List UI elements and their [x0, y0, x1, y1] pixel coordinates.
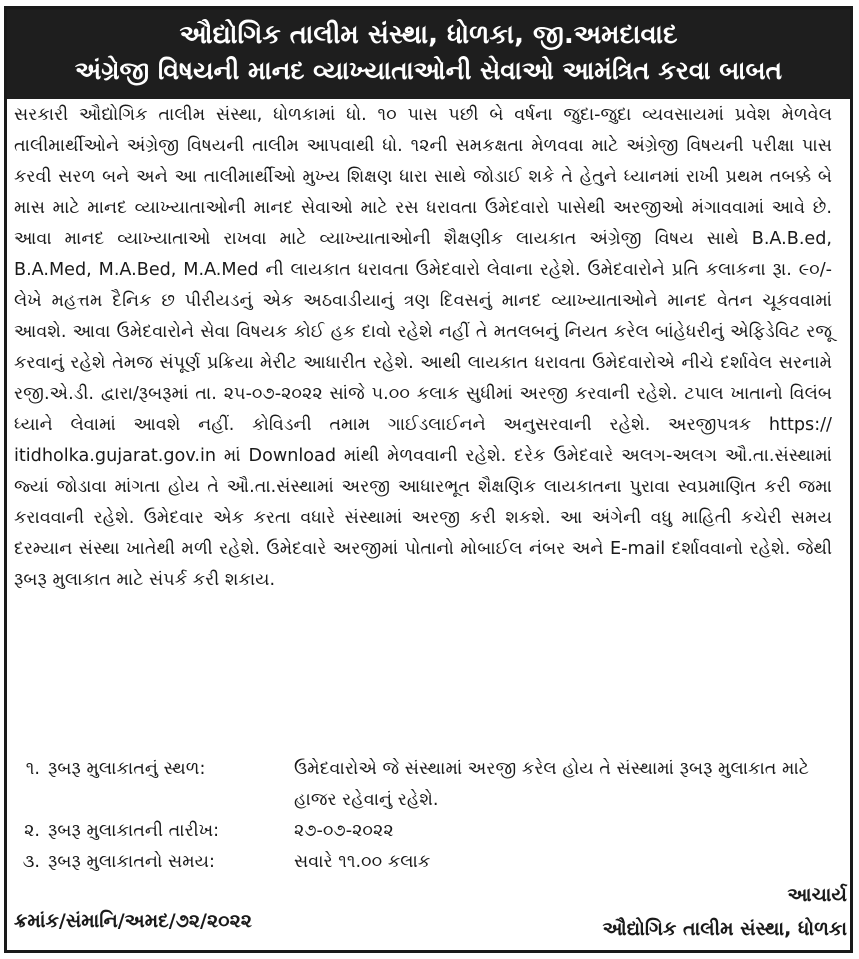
notice-subject: અંગ્રેજી વિષયની માનદ વ્યાખ્યાતાઓની સેવાઓ આમંત્રિત કરવા બાબત	[74, 56, 783, 85]
signatory-org: ઔદ્યોગિક તાલીમ સંસ્થા, ધોળકા	[602, 918, 847, 940]
detail-value: ઉમેદવારોએ જે સંસ્થામાં અરજી કરેલ હોય તે સંસ્થામાં રૂબરૂ મુલાકાત માટે હાજર રહેવાનું રહેશે.	[294, 759, 810, 810]
notice-header	[7, 9, 850, 99]
notice-body	[14, 100, 832, 596]
detail-label: રૂબરૂ મુલાકાતનો સમય:	[48, 852, 215, 872]
signatory-title: આચાર્ય	[787, 884, 847, 906]
detail-number: ૨.	[24, 821, 40, 841]
detail-number: ૧.	[25, 759, 40, 779]
signature-block	[602, 878, 847, 946]
detail-value: સવારે ૧૧.૦૦ કલાક	[294, 852, 431, 872]
detail-item-date	[14, 816, 832, 847]
interview-details	[14, 754, 832, 878]
detail-item-time	[14, 847, 832, 878]
institute-title: ઔદ્યોગિક તાલીમ સંસ્થા, ધોળકા, જી.અમદાવાદ	[179, 20, 678, 50]
detail-value: ૨૭-૦૭-૨૦૨૨	[294, 821, 394, 841]
detail-label: રૂબરૂ મુલાકાતની તારીખ:	[48, 821, 220, 841]
body-paragraph: સરકારી ઔદ્યોગિક તાલીમ સંસ્થા, ધોળકામાં ધો. ૧૦ પાસ પછી બે વર્ષના જુદા-જુદા વ્યવસાયમાં પ્રવેશ મેળવેલ તાલીમાર્થીઓને અંગ્રેજી વિષયની તાલીમ આપવાથી ધો. ૧૨ની સમકક્ષતા મેળવવા માટે અંગ્રેજી વિષયની પરીક્ષા પાસ કરવી સરળ બને અને આ તાલીમાર્થીઓ મુખ્ય શિક્ષણ ધારા સાથે જોડાઈ શકે તે હેતુને ધ્યાનમાં રાખી પ્રથમ તબક્કે બે માસ માટે માનદ વ્યાખ્યાતાઓની માનદ સેવાઓ માટે રસ ધરાવતા ઉમેદવારો પાસેથી અરજીઓ મંગાવવામાં આવે છે. આવા માનદ વ્યાખ્યાતાઓ રાખવા માટે વ્યાખ્યાતાઓની શૈક્ષણીક લાયકાત અંગ્રેજી વિષય સાથે B.A.B.ed, B.A.Med, M.A.Bed, M.A.Med ની લાયકાત ધરાવતા ઉમેદવારો લેવાના રહેશે. ઉમેદવારોને પ્રતિ કલાકના રૂા. ૯૦/- લેખે મહત્તમ દૈનિક છ પીરીયડનું એક અઠવાડીયાનું ત્રણ દિવસનું માનદ વ્યાખ્યાતાઓને માનદ વેતન ચૂકવવામાં આવશે. આવા ઉમેદવારોને સેવા વિષયક કોઈ હક દાવો રહેશે નહીં તે મતલબનું નિયત કરેલ બાંહેધરીનું એફિડેવિટ રજૂ કરવાનું રહેશે તેમજ સંપૂર્ણ પ્રક્રિયા મેરીટ આધારીત રહેશે. આથી લાયકાત ધરાવતા ઉમેદવારોએ નીચે દર્શાવેલ સરનામે રજી.એ.ડી. દ્વારા/રૂબરૂમાં તા. ૨૫-૦૭-૨૦૨૨ સાંજે ૫.૦૦ કલાક સુધીમાં અરજી કરવાની રહેશે. ટપાલ ખાતાનો વિલંબ ધ્યાને લેવામાં આવશે નહીં. કોવિડની તમામ ગાઈડલાઈનને અનુસરવાની રહેશે. અરજીપત્રક https:// itidholka.gujarat.gov.in માં Download માંથી મેળવવાની રહેશે. દરેક ઉમેદવારે અલગ-અલગ ઔ.તા.સંસ્થામાં જ્યાં જોડાવા માંગતા હોય તે ઔ.તા.સંસ્થામાં અરજી આધારભૂત શૈક્ષણિક લાયકાતના પુરાવા સ્વપ્રમાણિત કરી જમા કરાવવાની રહેશે. ઉમેદવાર એક કરતા વધારે સંસ્થામાં અરજી કરી શકશે. આ અંગેની વધુ માહિતી કચેરી સમય દરમ્યાન સંસ્થા ખાતેથી મળી રહેશે. ઉમેદવારે અરજીમાં પોતાનો મોબાઈલ નંબર અને E-mail દર્શાવવાનો રહેશે. જેથી રૂબરૂ મુલાકાત માટે સંપર્ક કરી શકાય.	[14, 105, 832, 590]
detail-item-venue	[14, 754, 832, 816]
reference-number: ક્રમાંક/સંમાનિ/અમદ/૭૨/૨૦૨૨	[14, 910, 252, 932]
detail-number: ૩.	[22, 852, 40, 872]
detail-label: રૂબરૂ મુલાકાતનું સ્થળ:	[48, 759, 206, 779]
